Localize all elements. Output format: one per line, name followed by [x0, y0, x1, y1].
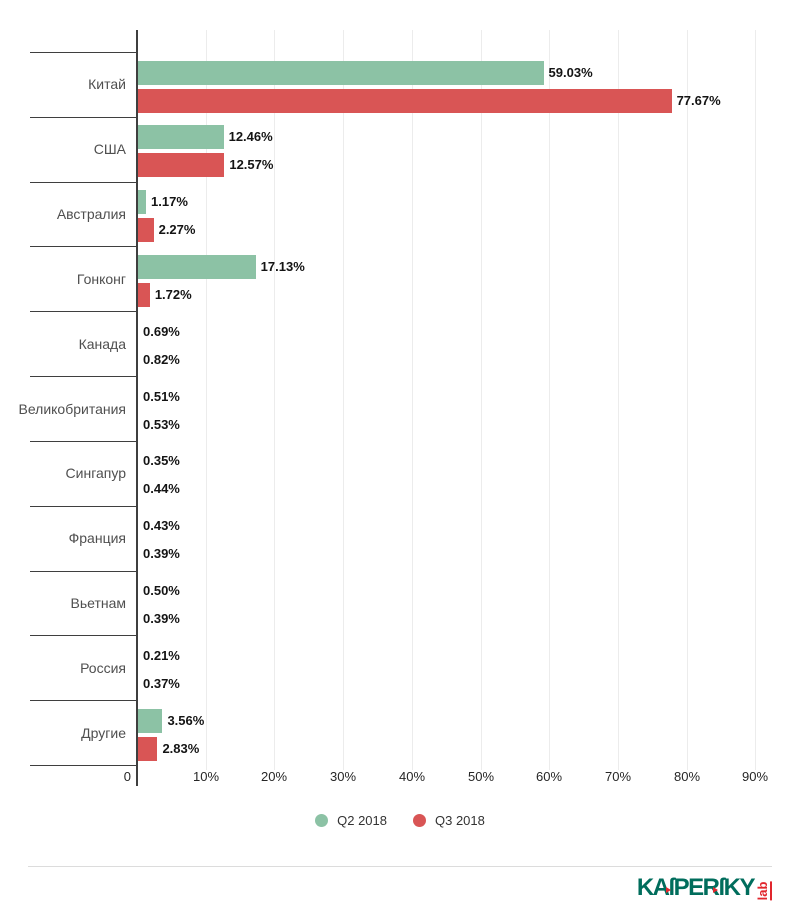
bar-q3-2018: [138, 283, 150, 307]
value-label: 0.37%: [143, 675, 180, 691]
kaspersky-lab-logo: [637, 874, 772, 907]
value-label: 1.17%: [151, 194, 188, 210]
category-row: [0, 571, 800, 636]
value-label: 0.39%: [143, 546, 180, 562]
category-row: [0, 700, 800, 765]
category-row: [0, 441, 800, 506]
bar-q3-2018: [138, 89, 672, 113]
category-separator: [30, 765, 137, 766]
value-label: 0.35%: [143, 453, 180, 469]
value-label: 17.13%: [260, 258, 305, 274]
value-label: 0.69%: [143, 323, 180, 339]
value-label: 0.44%: [143, 481, 180, 497]
category-label: Великобритания: [18, 400, 126, 417]
category-label: Другие: [81, 724, 126, 741]
footer-divider: [28, 866, 772, 867]
logo-lab-text: lab: [755, 881, 770, 901]
value-label: 12.46%: [228, 129, 273, 145]
x-axis-tick-label: 10%: [192, 769, 220, 784]
logo-accent-icon: [713, 887, 718, 893]
value-label: 0.50%: [143, 583, 180, 599]
bar-q3-2018: [138, 153, 224, 177]
chart-legend: [0, 810, 800, 830]
legend-item-q2-2018[interactable]: [315, 813, 387, 828]
legend-swatch-q2-icon: [315, 814, 328, 827]
x-axis-tick-label: 50%: [467, 769, 495, 784]
category-row: [0, 52, 800, 117]
bar-q2-2018: [138, 125, 224, 149]
x-axis-tick-label: 60%: [535, 769, 563, 784]
bar-q2-2018: [138, 190, 146, 214]
value-label: 0.82%: [143, 351, 180, 367]
x-axis-tick-label: 90%: [741, 769, 769, 784]
logo-lab: [756, 875, 772, 907]
bar-q2-2018: [138, 61, 544, 85]
value-label: 0.39%: [143, 611, 180, 627]
kaspersky-wordmark: [637, 874, 754, 903]
value-label: 0.51%: [143, 388, 180, 404]
value-label: 59.03%: [548, 64, 593, 80]
legend-swatch-q3-icon: [413, 814, 426, 827]
category-row: [0, 506, 800, 571]
category-row: [0, 182, 800, 247]
x-axis-tick-label: 30%: [329, 769, 357, 784]
category-label: Канада: [78, 335, 126, 352]
category-row: [0, 117, 800, 182]
value-label: 0.43%: [143, 518, 180, 534]
value-label: 77.67%: [676, 92, 721, 108]
value-label: 0.21%: [143, 647, 180, 663]
category-label: Австралия: [56, 206, 126, 223]
category-label: Вьетнам: [70, 594, 126, 611]
legend-label-q2: Q2 2018: [337, 812, 387, 828]
category-row: [0, 635, 800, 700]
category-row: [0, 246, 800, 311]
value-label: 1.72%: [154, 286, 192, 302]
x-axis-tick-label: 40%: [398, 769, 426, 784]
category-row: [0, 376, 800, 441]
kaspersky-wordmark-text: KAſPERſKY: [636, 874, 754, 901]
bar-q3-2018: [138, 737, 157, 761]
category-label: Россия: [80, 659, 126, 676]
value-label: 0.53%: [143, 416, 180, 432]
category-label: Гонконг: [76, 270, 126, 287]
x-axis-tick-label: 80%: [673, 769, 701, 784]
bar-q2-2018: [138, 709, 162, 733]
bar-q3-2018: [138, 218, 154, 242]
x-axis-tick-label: 0: [123, 769, 131, 784]
value-label: 2.27%: [158, 222, 196, 238]
legend-label-q3: Q3 2018: [435, 812, 485, 828]
value-label: 2.83%: [162, 740, 200, 756]
x-axis-labels: [0, 769, 800, 789]
category-label: Сингапур: [65, 465, 126, 482]
value-label: 12.57%: [229, 157, 274, 173]
category-label: Франция: [68, 530, 126, 547]
x-axis-tick-label: 70%: [604, 769, 632, 784]
value-label: 3.56%: [167, 712, 205, 728]
x-axis-tick-label: 20%: [260, 769, 288, 784]
bar-q2-2018: [138, 255, 256, 279]
category-label: США: [93, 141, 126, 158]
legend-item-q3-2018[interactable]: [413, 813, 485, 828]
category-row: [0, 311, 800, 376]
category-label: Китай: [88, 76, 126, 93]
logo-accent-icon: [666, 887, 671, 893]
